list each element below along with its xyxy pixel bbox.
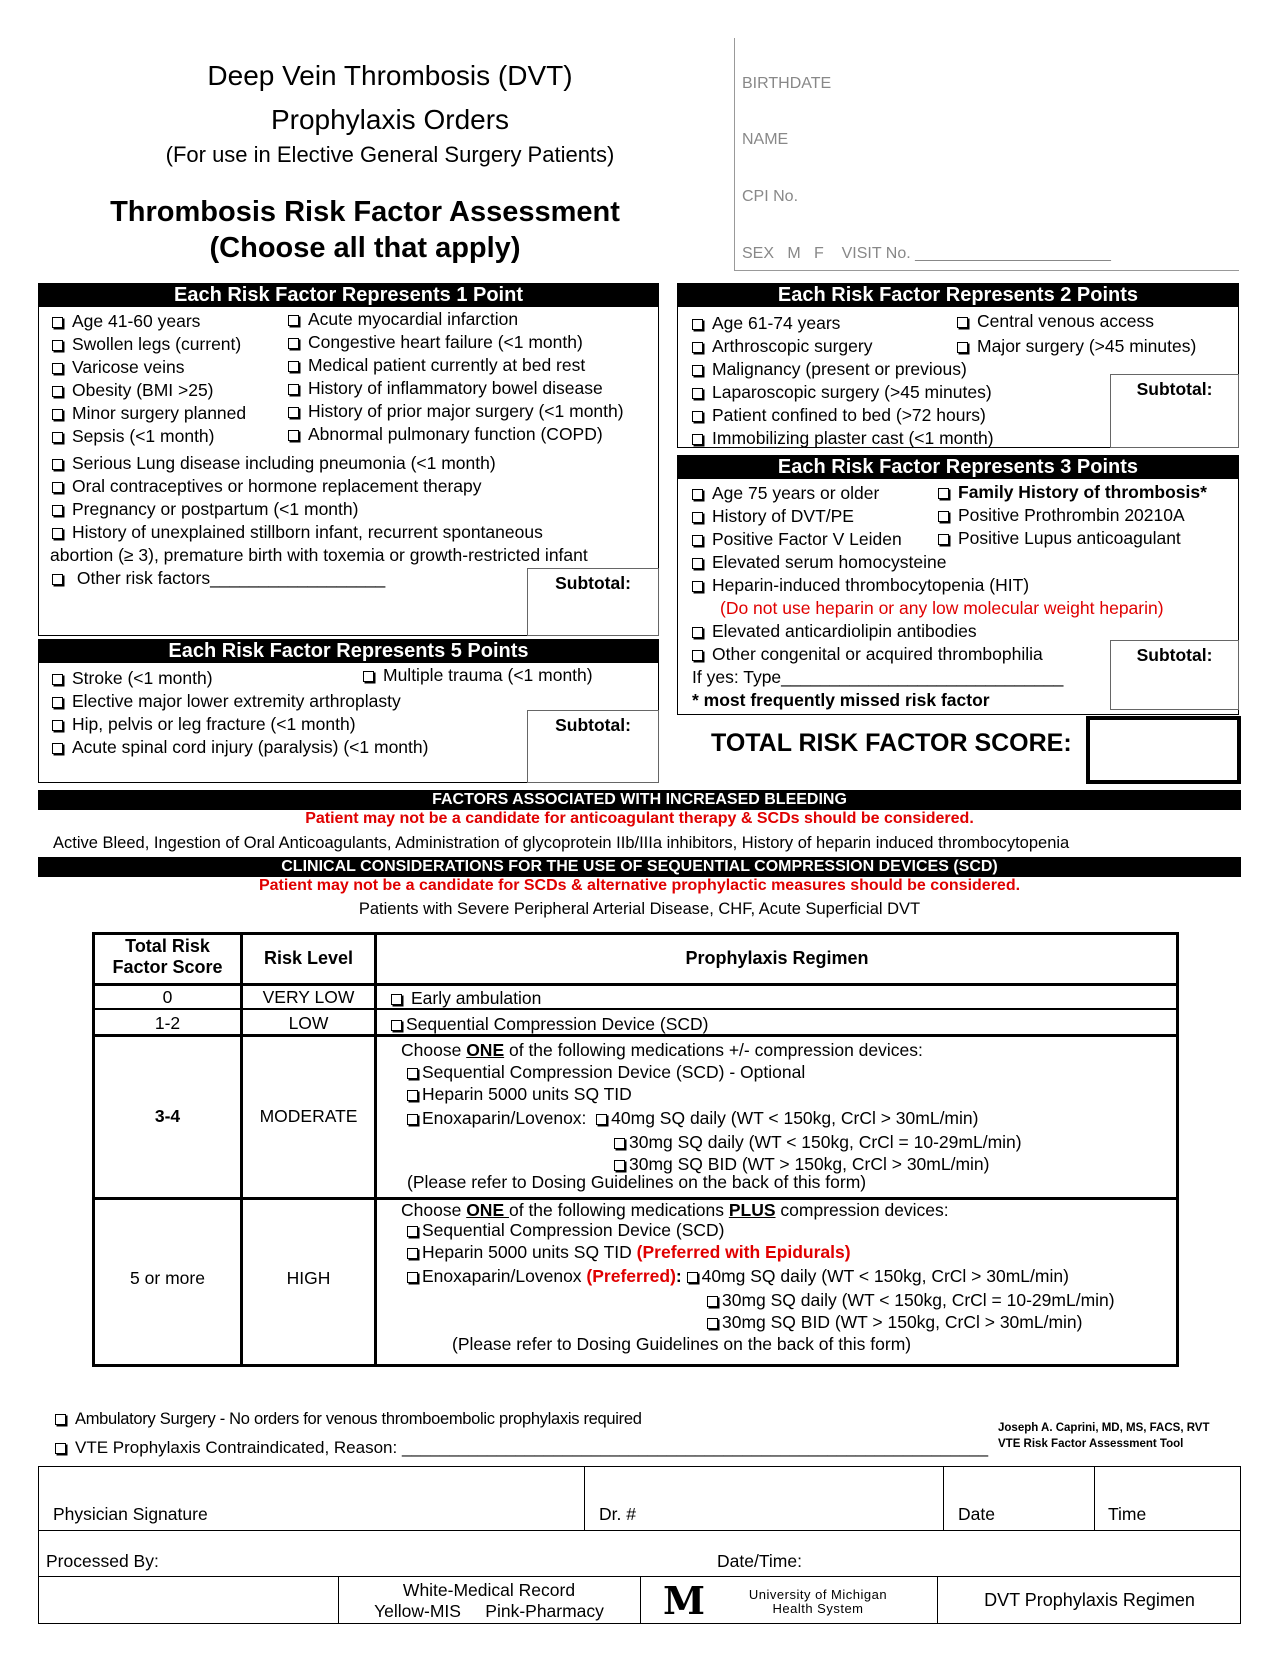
one-point-full-rows (52, 452, 588, 590)
name-label: NAME (742, 131, 789, 148)
sex-label: SEX (742, 245, 775, 262)
checkbox-icon[interactable] (707, 1318, 718, 1329)
checkbox-icon[interactable] (692, 627, 703, 638)
col-divider (374, 932, 377, 1367)
three-point-right-col (938, 481, 1207, 550)
risk-item-other[interactable]: Other risk factors__________________ (52, 567, 588, 590)
checkbox-icon[interactable] (52, 482, 63, 493)
score-cell: 0 (162, 987, 173, 1007)
col-header-score: Total Risk Factor Score (112, 936, 223, 977)
umich-logo-icon: M (663, 1578, 704, 1623)
physician-signature-field[interactable]: Physician Signature (53, 1504, 208, 1524)
high-regimen (401, 1199, 1115, 1355)
one-point-left-col (52, 310, 246, 448)
checkbox-icon[interactable] (52, 340, 63, 351)
checkbox-icon[interactable] (52, 432, 63, 443)
row-divider (92, 983, 1179, 986)
assessment-title: Thrombosis Risk Factor Assessment (110, 196, 620, 228)
scd-factors: Patients with Severe Peripheral Arterial Disease, CHF, Acute Superficial DVT (358, 900, 921, 918)
title-line3: (For use in Elective General Surgery Patients) (165, 142, 615, 167)
risk-item[interactable]: Pregnancy or postpartum (<1 month) (52, 498, 588, 521)
risk-item[interactable]: Age 75 years or older (692, 482, 1164, 505)
row-divider (92, 1008, 1179, 1010)
choose-one-line: Choose ONE of the following medications +/- compression devices: (401, 1040, 923, 1060)
risk-item[interactable]: Abnormal pulmonary function (COPD) (288, 423, 624, 446)
risk-item[interactable]: Family History of thrombosis* (938, 481, 1207, 504)
two-point-subtotal[interactable]: Subtotal: (1110, 374, 1239, 448)
three-point-header: Each Risk Factor Represents 3 Points (677, 455, 1239, 479)
ambulatory-option[interactable]: Ambulatory Surgery - No orders for venous thromboembolic prophylaxis required (55, 1410, 642, 1429)
checkbox-icon[interactable] (52, 528, 63, 539)
regimen-option[interactable]: Sequential Compression Device (SCD) (391, 1013, 708, 1035)
total-score-box[interactable] (1086, 716, 1241, 784)
checkbox-icon[interactable] (52, 386, 63, 397)
checkbox-icon[interactable] (614, 1160, 625, 1171)
two-point-items (692, 312, 994, 450)
checkbox-icon[interactable] (288, 361, 299, 372)
copy-distribution: White-Medical Record Yellow-MIS Pink-Pharmacy (374, 1580, 604, 1621)
regimen-option[interactable]: Early ambulation (391, 987, 541, 1009)
checkbox-icon[interactable] (707, 1296, 718, 1307)
risk-item[interactable]: Elevated serum homocysteine (692, 551, 1164, 574)
cpi-label: CPI No. (742, 188, 799, 205)
risk-item[interactable]: Sepsis (<1 month) (52, 425, 246, 448)
risk-item[interactable]: Elective major lower extremity arthroplasty (52, 690, 428, 713)
processed-by-field[interactable]: Processed By: (46, 1551, 159, 1571)
checkbox-icon[interactable] (407, 1272, 418, 1283)
checkbox-icon[interactable] (692, 342, 703, 353)
risk-item[interactable]: Laparoscopic surgery (>45 minutes) (692, 381, 994, 404)
risk-item[interactable]: Heparin-induced thrombocytopenia (HIT) (692, 574, 1164, 597)
checkbox-icon[interactable] (938, 534, 949, 545)
checkbox-icon[interactable] (52, 697, 63, 708)
checkbox-icon[interactable] (52, 574, 63, 585)
checkbox-icon[interactable] (692, 512, 703, 523)
checkbox-icon[interactable] (52, 674, 63, 685)
checkbox-icon[interactable] (407, 1114, 418, 1125)
regimen-option[interactable]: Sequential Compression Device (SCD) - Optional (407, 1061, 1022, 1083)
contraindicated-option[interactable]: VTE Prophylaxis Contraindicated, Reason: ______________________________________________________________ (55, 1438, 988, 1458)
footer-divider (640, 1576, 641, 1624)
checkbox-icon[interactable] (407, 1068, 418, 1079)
assessment-heading (80, 196, 650, 265)
one-point-subtotal[interactable]: Subtotal: (527, 568, 659, 636)
footer-divider (943, 1466, 944, 1530)
three-point-subtotal[interactable]: Subtotal: (1110, 640, 1239, 710)
score-cell: 5 or more (130, 1268, 205, 1288)
dosing-note: (Please refer to Dosing Guidelines on the back of this form) (452, 1334, 912, 1354)
two-point-header: Each Risk Factor Represents 2 Points (677, 283, 1239, 307)
checkbox-icon[interactable] (692, 388, 703, 399)
checkbox-icon[interactable] (52, 720, 63, 731)
checkbox-icon[interactable] (391, 1020, 402, 1031)
risk-item[interactable]: Arthroscopic surgery (692, 335, 994, 358)
five-point-subtotal[interactable]: Subtotal: (527, 710, 659, 783)
regimen-option[interactable]: 30mg SQ BID (WT > 150kg, CrCl > 30mL/min) (707, 1311, 1115, 1333)
regimen-option[interactable]: 30mg SQ BID (WT > 150kg, CrCl > 30mL/min) (614, 1153, 1022, 1175)
risk-item[interactable]: Other congenital or acquired thrombophilia (692, 643, 1164, 666)
moderate-regimen (401, 1039, 1022, 1193)
bleeding-warning: Patient may not be a candidate for anticoagulant therapy & SCDs should be considered. (305, 810, 974, 827)
birthdate-label: BIRTHDATE (742, 75, 832, 92)
col-header-level: Risk Level (263, 948, 354, 968)
one-point-right-col (288, 308, 624, 446)
sex-m[interactable]: M (787, 245, 801, 262)
regimen-option[interactable]: Enoxaparin/Lovenox (Preferred): 40mg SQ daily (WT < 150kg, CrCl > 30mL/min) (407, 1265, 1115, 1287)
regimen-option[interactable]: Heparin 5000 units SQ TID (407, 1083, 1022, 1105)
risk-item[interactable]: Positive Prothrombin 20210A (938, 504, 1207, 527)
one-point-header: Each Risk Factor Represents 1 Point (38, 283, 659, 307)
checkbox-icon[interactable] (55, 1414, 66, 1425)
choose-one-line: Choose ONE of the following medications PLUS compression devices: (401, 1200, 949, 1220)
form-title (140, 60, 640, 168)
checkbox-icon[interactable] (957, 317, 968, 328)
risk-item[interactable]: Medical patient currently at bed rest (288, 354, 624, 377)
date-time-field[interactable]: Date/Time: (717, 1551, 802, 1571)
checkbox-icon[interactable] (52, 409, 63, 420)
if-yes-type[interactable]: If yes: Type_____________________________ (692, 667, 1064, 687)
patient-stamp-bottom (734, 270, 1239, 271)
visit-label: VISIT No. ______________________ (841, 245, 1111, 262)
checkbox-icon[interactable] (52, 743, 63, 754)
scd-header: CLINICAL CONSIDERATIONS FOR THE USE OF SEQUENTIAL COMPRESSION DEVICES (SCD) (38, 857, 1241, 877)
checkbox-icon[interactable] (52, 505, 63, 516)
risk-item[interactable]: Hip, pelvis or leg fracture (<1 month) (52, 713, 428, 736)
risk-item[interactable]: Central venous access (957, 310, 1196, 333)
checkbox-icon[interactable] (692, 434, 703, 445)
checkbox-icon[interactable] (363, 671, 374, 682)
checkbox-icon[interactable] (391, 994, 402, 1005)
heparin-warning: (Do not use heparin or any low molecular weight heparin) (720, 598, 1164, 618)
checkbox-icon[interactable] (692, 558, 703, 569)
risk-item[interactable]: Acute myocardial infarction (288, 308, 624, 331)
risk-item[interactable]: Serious Lung disease including pneumonia (<1 month) (52, 452, 588, 475)
checkbox-icon[interactable] (288, 430, 299, 441)
checkbox-icon[interactable] (614, 1138, 625, 1149)
checkbox-icon[interactable] (692, 650, 703, 661)
checkbox-icon[interactable] (692, 535, 703, 546)
risk-item[interactable]: Stroke (<1 month) (52, 667, 428, 690)
checkbox-icon[interactable] (288, 384, 299, 395)
checkbox-icon[interactable] (596, 1114, 607, 1125)
title-line1: Deep Vein Thrombosis (DVT) (207, 60, 573, 91)
patient-stamp-border (734, 38, 735, 270)
risk-item[interactable]: Varicose veins (52, 356, 246, 379)
risk-item[interactable]: History of prior major surgery (<1 month) (288, 400, 624, 423)
risk-item[interactable]: Positive Factor V Leiden (692, 528, 1164, 551)
footer-divider (1094, 1466, 1095, 1530)
title-line2: Prophylaxis Orders (270, 104, 510, 135)
regimen-option[interactable]: 30mg SQ daily (WT < 150kg, CrCl = 10-29mL/min) (707, 1289, 1115, 1311)
risk-item[interactable]: History of unexplained stillborn infant, recurrent spontaneous (52, 521, 588, 544)
level-cell: VERY LOW (262, 987, 355, 1007)
checkbox-icon[interactable] (288, 338, 299, 349)
checkbox-icon[interactable] (692, 581, 703, 592)
two-point-right-col (957, 310, 1196, 358)
checkbox-icon[interactable] (288, 315, 299, 326)
risk-item[interactable]: Immobilizing plaster cast (<1 month) (692, 427, 994, 450)
checkbox-icon[interactable] (52, 459, 63, 470)
assessment-subtitle: (Choose all that apply) (209, 232, 521, 264)
checkbox-icon[interactable] (692, 365, 703, 376)
col-header-regimen: Prophylaxis Regimen (685, 948, 869, 968)
dr-number-field[interactable]: Dr. # (599, 1504, 636, 1524)
risk-item[interactable]: Malignancy (present or previous) (692, 358, 994, 381)
checkbox-icon[interactable] (407, 1248, 418, 1259)
checkbox-icon[interactable] (407, 1226, 418, 1237)
checkbox-icon[interactable] (692, 319, 703, 330)
checkbox-icon[interactable] (687, 1272, 698, 1283)
level-cell: LOW (288, 1013, 329, 1033)
scd-warning: Patient may not be a candidate for SCDs & alternative prophylactic measures should be considered. (258, 877, 1021, 894)
footer-line (38, 1530, 1241, 1531)
risk-item[interactable]: Elevated anticardiolipin antibodies (692, 620, 1164, 643)
bleeding-factors: Active Bleed, Ingestion of Oral Anticoagulants, Administration of glycoprotein IIb/IIIa inhibitors, History of heparin induced thrombocytopenia (53, 834, 1070, 852)
risk-item[interactable]: Congestive heart failure (<1 month) (288, 331, 624, 354)
checkbox-icon[interactable] (957, 342, 968, 353)
time-field[interactable]: Time (1108, 1504, 1147, 1524)
regimen-option[interactable]: Enoxaparin/Lovenox: 40mg SQ daily (WT < 150kg, CrCl > 30mL/min) (407, 1107, 1022, 1129)
regimen-option[interactable]: Sequential Compression Device (SCD) (407, 1219, 1115, 1241)
checkbox-icon[interactable] (692, 411, 703, 422)
sex-visit-row (742, 245, 1111, 263)
risk-item[interactable]: Swollen legs (current) (52, 333, 246, 356)
regimen-option[interactable]: Heparin 5000 units SQ TID (Preferred with Epidurals) (407, 1241, 1115, 1263)
risk-item[interactable]: Obesity (BMI >25) (52, 379, 246, 402)
missed-note: * most frequently missed risk factor (692, 690, 990, 710)
total-score-label: TOTAL RISK FACTOR SCORE: (711, 729, 1072, 757)
checkbox-icon[interactable] (938, 488, 949, 499)
form-name: DVT Prophylaxis Regimen (984, 1590, 1195, 1610)
risk-item-continued: abortion (≥ 3), premature birth with toxemia or growth-restricted infant (50, 545, 588, 565)
score-cell: 1-2 (154, 1013, 181, 1033)
risk-item[interactable]: History of DVT/PE (692, 505, 1164, 528)
checkbox-icon[interactable] (288, 407, 299, 418)
checkbox-icon[interactable] (52, 363, 63, 374)
checkbox-icon[interactable] (692, 489, 703, 500)
bleeding-header: FACTORS ASSOCIATED WITH INCREASED BLEEDING (38, 790, 1241, 810)
checkbox-icon[interactable] (938, 511, 949, 522)
five-point-header: Each Risk Factor Represents 5 Points (38, 639, 659, 663)
checkbox-icon[interactable] (52, 317, 63, 328)
sex-f[interactable]: F (814, 245, 824, 262)
level-cell: MODERATE (259, 1106, 358, 1126)
risk-item[interactable]: Age 61-74 years (692, 312, 994, 335)
date-field[interactable]: Date (958, 1504, 995, 1524)
checkbox-icon[interactable] (407, 1090, 418, 1101)
risk-item[interactable]: Minor surgery planned (52, 402, 246, 425)
dosing-note: (Please refer to Dosing Guidelines on the back of this form) (407, 1172, 867, 1192)
caprini-credit: Joseph A. Caprini, MD, MS, FACS, RVT VTE Risk Factor Assessment Tool (998, 1422, 1210, 1450)
risk-item[interactable]: Major surgery (>45 minutes) (957, 335, 1196, 358)
footer-divider (584, 1466, 585, 1530)
level-cell: HIGH (286, 1268, 331, 1288)
umich-name: University of Michigan Health System (748, 1587, 888, 1616)
regimen-option[interactable]: 30mg SQ daily (WT < 150kg, CrCl = 10-29mL/min) (614, 1131, 1022, 1153)
risk-item[interactable]: Acute spinal cord injury (paralysis) (<1 month) (52, 736, 428, 759)
risk-item[interactable]: History of inflammatory bowel disease (288, 377, 624, 400)
risk-item[interactable]: Multiple trauma (<1 month) (363, 664, 593, 687)
risk-item[interactable]: Age 41-60 years (52, 310, 246, 333)
risk-item[interactable]: Oral contraceptives or hormone replacement therapy (52, 475, 588, 498)
score-cell: 3-4 (154, 1106, 181, 1126)
risk-item[interactable]: Positive Lupus anticoagulant (938, 527, 1207, 550)
risk-item[interactable]: Patient confined to bed (>72 hours) (692, 404, 994, 427)
checkbox-icon[interactable] (55, 1443, 66, 1454)
